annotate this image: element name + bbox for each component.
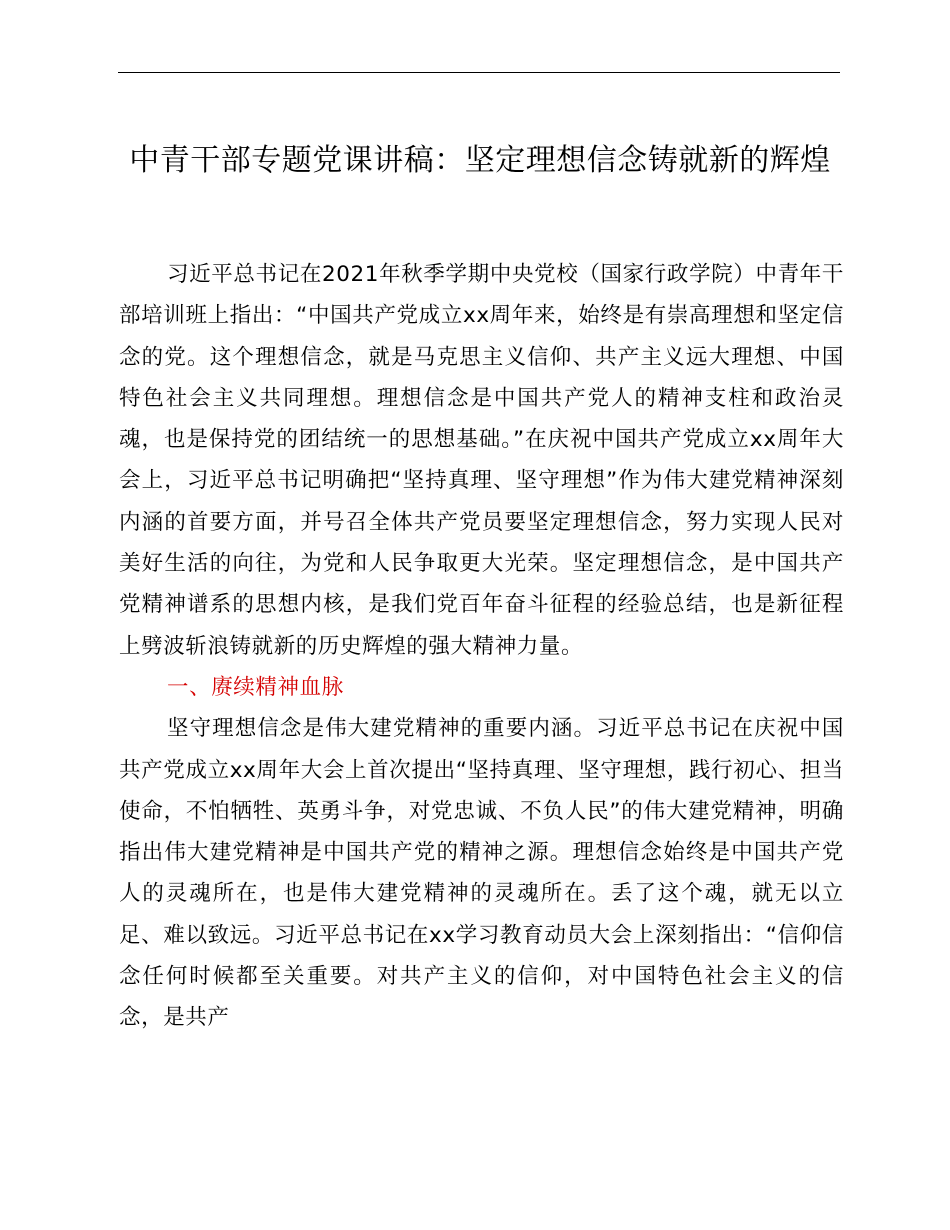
header-rule xyxy=(118,72,840,73)
intro-paragraph: 习近平总书记在2021年秋季学期中央党校（国家行政学院）中青年干部培训班上指出：“中国共产党成立xx周年来，始终是有崇高理想和坚定信念的党。这个理想信念，就是马克思主义信仰、共产主义远大理想、中国特色社会主义共同理想。理想信念是中国共产党人的精神支柱和政治灵魂，也是保持党的团结统一的思想基础。”在庆祝中国共产党成立xx周年大会上，习近平总书记明确把“坚持真理、坚守理想”作为伟大建党精神深刻内涵的首要方面，并号召全体共产党员要坚定理想信念，努力实现人民对美好生活的向往，为党和人民争取更大光荣。坚定理想信念，是中国共产党精神谱系的思想内核，是我们党百年奋斗征程的经验总结，也是新征程上劈波斩浪铸就新的历史辉煌的强大精神力量。 xyxy=(119,262,844,659)
document-title: 中青干部专题党课讲稿：坚定理想信念铸就新的辉煌 xyxy=(129,143,831,178)
document-body xyxy=(119,254,844,1039)
section-paragraph: 坚守理想信念是伟大建党精神的重要内涵。习近平总书记在庆祝中国共产党成立xx周年大会上首次提出“坚持真理、坚守理想，践行初心、担当使命，不怕牺牲、英勇斗争，对党忠诚、不负人民”的伟大建党精神，明确指出伟大建党精神是中国共产党的精神之源。理想信念始终是中国共产党人的灵魂所在，也是伟大建党精神的灵魂所在。丢了这个魂，就无以立足、难以致远。习近平总书记在xx学习教育动员大会上深刻指出：“信仰信念任何时候都至关重要。对共产主义的信仰，对中国特色社会主义的信念，是共产 xyxy=(119,716,844,1031)
section-heading: 一、赓续精神血脉 xyxy=(167,674,344,700)
